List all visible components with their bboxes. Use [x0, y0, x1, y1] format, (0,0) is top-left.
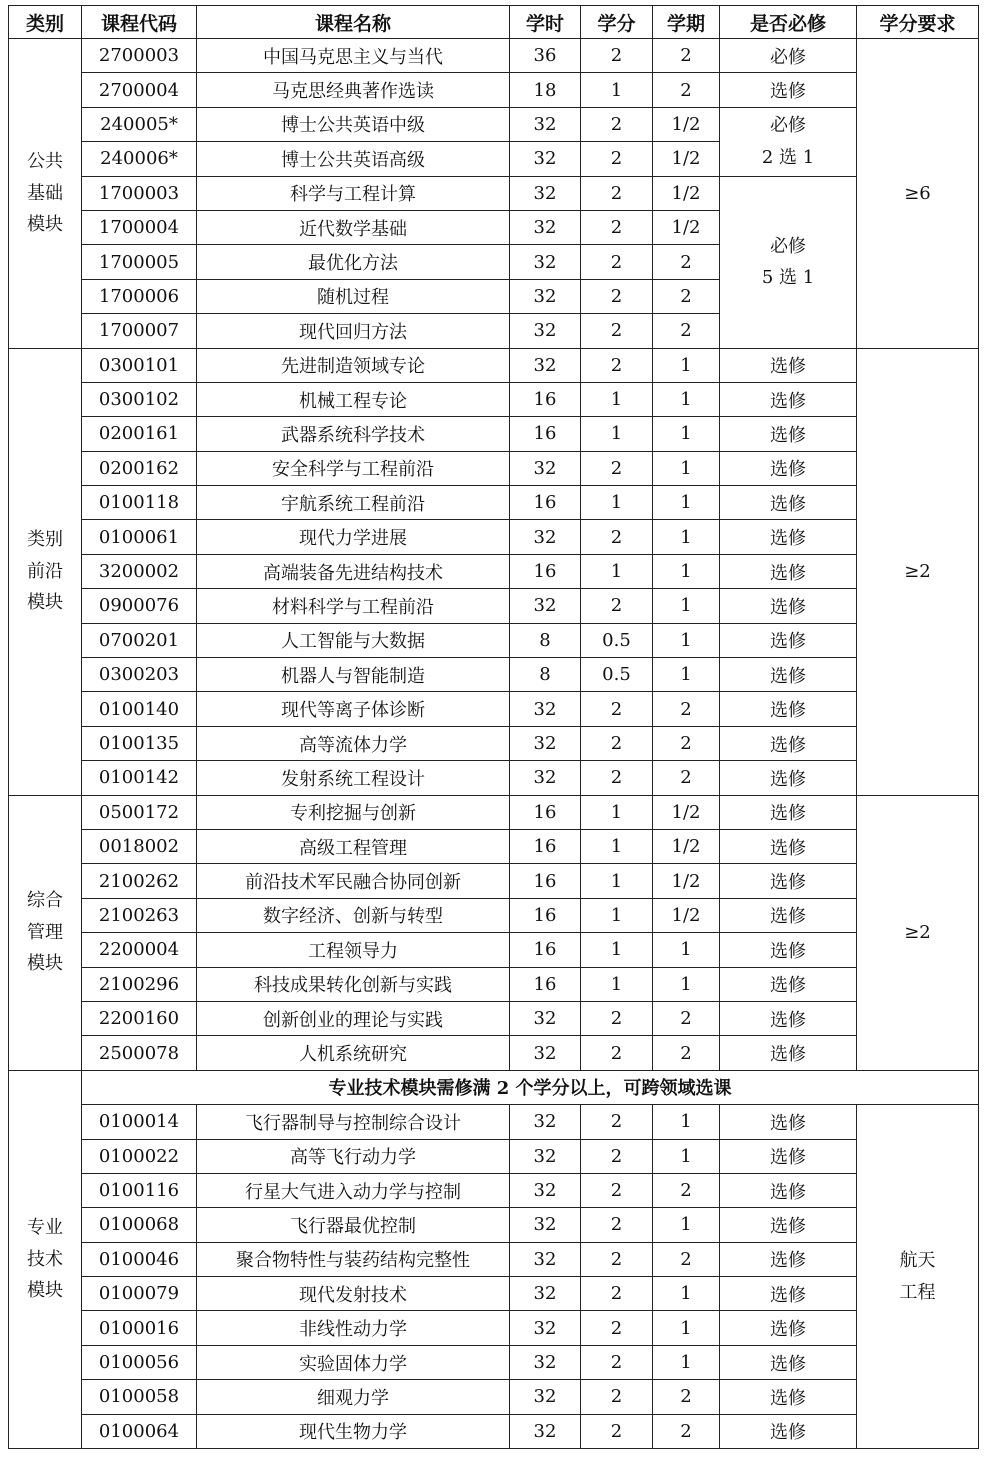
- course-credits: 0.5: [581, 658, 653, 692]
- course-credits: 1: [581, 933, 653, 967]
- course-hours: 16: [510, 554, 581, 588]
- course-term: 1/2: [653, 898, 720, 932]
- course-hours: 16: [510, 795, 581, 829]
- course-code: 0100079: [82, 1277, 197, 1311]
- course-credits: 2: [581, 1173, 653, 1207]
- table-row: [9, 1277, 979, 1311]
- table-row: [9, 623, 979, 657]
- group-frontier: [9, 348, 979, 795]
- course-hours: 32: [510, 1242, 581, 1276]
- course-credits: 2: [581, 1311, 653, 1345]
- course-term: 2: [653, 1380, 720, 1414]
- table-row: [9, 520, 979, 554]
- course-hours: 32: [510, 1311, 581, 1345]
- header-hours: 学时: [510, 6, 581, 39]
- course-name: 宇航系统工程前沿: [197, 486, 510, 520]
- course-name: 马克思经典著作选读: [197, 73, 510, 107]
- course-hours: 32: [510, 176, 581, 210]
- course-term: 1/2: [653, 829, 720, 863]
- header-credits: 学分: [581, 6, 653, 39]
- course-term: 1/2: [653, 142, 720, 176]
- course-credits: 2: [581, 1345, 653, 1379]
- table-row: [9, 417, 979, 451]
- course-hours: 32: [510, 1139, 581, 1173]
- course-code: 0100142: [82, 761, 197, 795]
- table-row: [9, 107, 979, 141]
- table-row: [9, 1139, 979, 1173]
- course-required: 必修 2 选 1: [720, 107, 857, 176]
- course-code: 3200002: [82, 554, 197, 588]
- table-row: [9, 829, 979, 863]
- course-name: 中国马克思主义与当代: [197, 39, 510, 73]
- course-code: 0500172: [82, 795, 197, 829]
- course-term: 2: [653, 1173, 720, 1207]
- course-term: 1: [653, 348, 720, 382]
- course-name: 发射系统工程设计: [197, 761, 510, 795]
- course-term: 2: [653, 692, 720, 726]
- course-name: 专利挖掘与创新: [197, 795, 510, 829]
- course-code: 0100058: [82, 1380, 197, 1414]
- table-row: [9, 1036, 979, 1070]
- course-credits: 2: [581, 210, 653, 244]
- course-required: 必修 5 选 1: [720, 176, 857, 348]
- course-term: 1: [653, 1345, 720, 1379]
- course-required: 选修: [720, 692, 857, 726]
- course-required: 选修: [720, 1036, 857, 1070]
- course-term: 1: [653, 1208, 720, 1242]
- course-name: 创新创业的理论与实践: [197, 1001, 510, 1035]
- course-code: 2200004: [82, 933, 197, 967]
- header-term: 学期: [653, 6, 720, 39]
- table-row: [9, 348, 979, 382]
- course-hours: 16: [510, 967, 581, 1001]
- table-row: [9, 967, 979, 1001]
- course-required: 选修: [720, 1242, 857, 1276]
- course-required: 选修: [720, 1139, 857, 1173]
- table-body: [9, 39, 979, 349]
- course-name: 武器系统科学技术: [197, 417, 510, 451]
- course-name: 现代发射技术: [197, 1277, 510, 1311]
- course-name: 安全科学与工程前沿: [197, 451, 510, 485]
- course-code: 0300102: [82, 382, 197, 416]
- course-hours: 32: [510, 1277, 581, 1311]
- course-term: 1/2: [653, 107, 720, 141]
- category-cell: 公共 基础 模块: [9, 39, 82, 349]
- course-table: [8, 5, 979, 1449]
- table-row: [9, 933, 979, 967]
- table-row: [9, 1105, 979, 1139]
- course-term: 1: [653, 1105, 720, 1139]
- table-row: [9, 554, 979, 588]
- course-required: 选修: [720, 589, 857, 623]
- course-code: 2700004: [82, 73, 197, 107]
- course-required: 选修: [720, 73, 857, 107]
- course-code: 0200161: [82, 417, 197, 451]
- course-term: 2: [653, 314, 720, 348]
- course-name: 博士公共英语高级: [197, 142, 510, 176]
- course-name: 现代回归方法: [197, 314, 510, 348]
- course-hours: 32: [510, 451, 581, 485]
- course-code: 240006*: [82, 142, 197, 176]
- course-required: 必修: [720, 39, 857, 73]
- course-credits: 2: [581, 520, 653, 554]
- table-row: [9, 1311, 979, 1345]
- course-code: 0100116: [82, 1173, 197, 1207]
- table-row: [9, 1345, 979, 1379]
- course-term: 1/2: [653, 210, 720, 244]
- course-hours: 32: [510, 1208, 581, 1242]
- course-credits: 2: [581, 726, 653, 760]
- course-required: 选修: [720, 1311, 857, 1345]
- course-required: 选修: [720, 554, 857, 588]
- course-code: 0100046: [82, 1242, 197, 1276]
- table-row: [9, 1414, 979, 1448]
- table-row: [9, 1001, 979, 1035]
- course-credits: 2: [581, 107, 653, 141]
- course-name: 先进制造领域专论: [197, 348, 510, 382]
- course-credits: 1: [581, 382, 653, 416]
- course-name: 高端装备先进结构技术: [197, 554, 510, 588]
- course-term: 1: [653, 451, 720, 485]
- course-hours: 32: [510, 1001, 581, 1035]
- course-hours: 32: [510, 1414, 581, 1448]
- table-row: [9, 1070, 979, 1104]
- table-row: [9, 589, 979, 623]
- course-credits: 1: [581, 486, 653, 520]
- course-credits: 2: [581, 1414, 653, 1448]
- table-header: [9, 6, 979, 39]
- course-credits: 1: [581, 554, 653, 588]
- course-code: 0100118: [82, 486, 197, 520]
- course-term: 1/2: [653, 176, 720, 210]
- course-hours: 16: [510, 864, 581, 898]
- course-credits: 2: [581, 1036, 653, 1070]
- course-code: 0100016: [82, 1311, 197, 1345]
- course-term: 1/2: [653, 795, 720, 829]
- course-name: 细观力学: [197, 1380, 510, 1414]
- course-code: 0100014: [82, 1105, 197, 1139]
- course-code: 1700007: [82, 314, 197, 348]
- course-code: 0100061: [82, 520, 197, 554]
- credit-requirement: ≥2: [857, 348, 979, 795]
- course-hours: 32: [510, 761, 581, 795]
- course-credits: 2: [581, 245, 653, 279]
- course-code: 0100056: [82, 1345, 197, 1379]
- category-cell: 综合 管理 模块: [9, 795, 82, 1070]
- course-credits: 0.5: [581, 623, 653, 657]
- course-name: 人工智能与大数据: [197, 623, 510, 657]
- course-term: 1: [653, 1139, 720, 1173]
- course-name: 最优化方法: [197, 245, 510, 279]
- course-code: 2100263: [82, 898, 197, 932]
- table-row: [9, 864, 979, 898]
- course-credits: 1: [581, 898, 653, 932]
- course-required: 选修: [720, 623, 857, 657]
- course-term: 2: [653, 1036, 720, 1070]
- course-name: 实验固体力学: [197, 1345, 510, 1379]
- course-credits: 2: [581, 692, 653, 726]
- course-credits: 1: [581, 864, 653, 898]
- course-hours: 32: [510, 245, 581, 279]
- group-note: 专业技术模块需修满 2 个学分以上，可跨领域选课: [82, 1070, 979, 1104]
- course-name: 数字经济、创新与转型: [197, 898, 510, 932]
- course-code: 0100064: [82, 1414, 197, 1448]
- course-credits: 2: [581, 1208, 653, 1242]
- course-hours: 32: [510, 279, 581, 313]
- course-credits: 1: [581, 795, 653, 829]
- category-cell: 专业 技术 模块: [9, 1070, 82, 1448]
- course-term: 1: [653, 1311, 720, 1345]
- group-professional: [9, 1070, 979, 1448]
- course-term: 1: [653, 417, 720, 451]
- course-code: 0100140: [82, 692, 197, 726]
- course-code: 2100262: [82, 864, 197, 898]
- course-name: 聚合物特性与装药结构完整性: [197, 1242, 510, 1276]
- table-row: [9, 39, 979, 73]
- course-term: 1: [653, 967, 720, 1001]
- table-row: [9, 795, 979, 829]
- course-term: 2: [653, 245, 720, 279]
- course-hours: 32: [510, 692, 581, 726]
- course-hours: 32: [510, 1380, 581, 1414]
- course-term: 1: [653, 933, 720, 967]
- course-hours: 32: [510, 520, 581, 554]
- course-code: 0100068: [82, 1208, 197, 1242]
- course-required: 选修: [720, 1105, 857, 1139]
- course-name: 材料科学与工程前沿: [197, 589, 510, 623]
- course-term: 1: [653, 554, 720, 588]
- course-name: 前沿技术军民融合协同创新: [197, 864, 510, 898]
- course-credits: 1: [581, 967, 653, 1001]
- table-row: [9, 1173, 979, 1207]
- course-credits: 1: [581, 73, 653, 107]
- course-credits: 2: [581, 314, 653, 348]
- table-row: [9, 1208, 979, 1242]
- course-term: 1: [653, 1277, 720, 1311]
- course-term: 1/2: [653, 864, 720, 898]
- header-credit-requirement: 学分要求: [857, 6, 979, 39]
- course-required: 选修: [720, 829, 857, 863]
- course-credits: 2: [581, 761, 653, 795]
- category-cell: 类别 前沿 模块: [9, 348, 82, 795]
- table-row: [9, 382, 979, 416]
- table-row: [9, 1242, 979, 1276]
- course-required: 选修: [720, 658, 857, 692]
- course-term: 2: [653, 726, 720, 760]
- course-name: 人机系统研究: [197, 1036, 510, 1070]
- course-hours: 32: [510, 314, 581, 348]
- course-hours: 32: [510, 1173, 581, 1207]
- course-required: 选修: [720, 1277, 857, 1311]
- course-hours: 32: [510, 142, 581, 176]
- course-credits: 2: [581, 1242, 653, 1276]
- course-required: 选修: [720, 451, 857, 485]
- credit-requirement: ≥2: [857, 795, 979, 1070]
- course-credits: 2: [581, 1001, 653, 1035]
- course-name: 随机过程: [197, 279, 510, 313]
- table-row: [9, 1380, 979, 1414]
- credit-requirement: 航天 工程: [857, 1105, 979, 1449]
- course-required: 选修: [720, 348, 857, 382]
- course-code: 1700005: [82, 245, 197, 279]
- course-hours: 32: [510, 348, 581, 382]
- course-term: 2: [653, 39, 720, 73]
- course-term: 1: [653, 382, 720, 416]
- course-name: 高等飞行动力学: [197, 1139, 510, 1173]
- course-term: 2: [653, 279, 720, 313]
- course-required: 选修: [720, 1380, 857, 1414]
- course-credits: 2: [581, 142, 653, 176]
- course-code: 0300203: [82, 658, 197, 692]
- course-credits: 1: [581, 417, 653, 451]
- course-name: 高等流体力学: [197, 726, 510, 760]
- course-hours: 32: [510, 1036, 581, 1070]
- course-code: 1700003: [82, 176, 197, 210]
- course-code: 2500078: [82, 1036, 197, 1070]
- course-term: 2: [653, 761, 720, 795]
- course-hours: 18: [510, 73, 581, 107]
- course-hours: 16: [510, 486, 581, 520]
- course-term: 1: [653, 658, 720, 692]
- course-required: 选修: [720, 726, 857, 760]
- course-code: 0300101: [82, 348, 197, 382]
- course-name: 工程领导力: [197, 933, 510, 967]
- course-hours: 32: [510, 210, 581, 244]
- course-required: 选修: [720, 1001, 857, 1035]
- course-required: 选修: [720, 967, 857, 1001]
- course-hours: 16: [510, 933, 581, 967]
- course-credits: 2: [581, 348, 653, 382]
- group-management: [9, 795, 979, 1070]
- course-hours: 16: [510, 898, 581, 932]
- table-row: [9, 726, 979, 760]
- credit-requirement: ≥6: [857, 39, 979, 349]
- course-credits: 2: [581, 279, 653, 313]
- course-credits: 2: [581, 1380, 653, 1414]
- course-name: 机器人与智能制造: [197, 658, 510, 692]
- table-row: [9, 692, 979, 726]
- course-term: 2: [653, 1414, 720, 1448]
- course-hours: 32: [510, 589, 581, 623]
- table-row: [9, 451, 979, 485]
- course-required: 选修: [720, 382, 857, 416]
- course-code: 0100022: [82, 1139, 197, 1173]
- course-code: 0100135: [82, 726, 197, 760]
- course-credits: 2: [581, 451, 653, 485]
- course-term: 2: [653, 1001, 720, 1035]
- course-name: 博士公共英语中级: [197, 107, 510, 141]
- course-hours: 8: [510, 658, 581, 692]
- course-name: 飞行器最优控制: [197, 1208, 510, 1242]
- course-required: 选修: [720, 486, 857, 520]
- table-row: [9, 898, 979, 932]
- course-code: 2100296: [82, 967, 197, 1001]
- course-name: 现代等离子体诊断: [197, 692, 510, 726]
- course-credits: 2: [581, 1277, 653, 1311]
- table-row: [9, 176, 979, 210]
- course-credits: 2: [581, 1139, 653, 1173]
- course-hours: 16: [510, 382, 581, 416]
- course-required: 选修: [720, 1345, 857, 1379]
- course-hours: 32: [510, 1105, 581, 1139]
- course-code: 0700201: [82, 623, 197, 657]
- course-code: 0018002: [82, 829, 197, 863]
- course-code: 2200160: [82, 1001, 197, 1035]
- course-name: 近代数学基础: [197, 210, 510, 244]
- course-code: 2700003: [82, 39, 197, 73]
- header-category: 类别: [9, 6, 82, 39]
- course-required: 选修: [720, 1208, 857, 1242]
- table-row: [9, 73, 979, 107]
- course-code: 0900076: [82, 589, 197, 623]
- course-credits: 2: [581, 1105, 653, 1139]
- course-required: 选修: [720, 417, 857, 451]
- course-name: 高级工程管理: [197, 829, 510, 863]
- course-code: 240005*: [82, 107, 197, 141]
- course-hours: 32: [510, 107, 581, 141]
- course-required: 选修: [720, 1414, 857, 1448]
- course-required: 选修: [720, 520, 857, 554]
- course-term: 1: [653, 623, 720, 657]
- table-row: [9, 658, 979, 692]
- table-row: [9, 486, 979, 520]
- course-hours: 16: [510, 829, 581, 863]
- course-term: 2: [653, 73, 720, 107]
- course-hours: 16: [510, 417, 581, 451]
- course-name: 行星大气进入动力学与控制: [197, 1173, 510, 1207]
- course-required: 选修: [720, 795, 857, 829]
- course-term: 1: [653, 520, 720, 554]
- course-credits: 2: [581, 176, 653, 210]
- course-hours: 8: [510, 623, 581, 657]
- table-row: [9, 761, 979, 795]
- header-required: 是否必修: [720, 6, 857, 39]
- course-name: 现代力学进展: [197, 520, 510, 554]
- course-code: 0200162: [82, 451, 197, 485]
- course-code: 1700006: [82, 279, 197, 313]
- course-name: 非线性动力学: [197, 1311, 510, 1345]
- course-credits: 2: [581, 589, 653, 623]
- course-name: 科学与工程计算: [197, 176, 510, 210]
- course-name: 科技成果转化创新与实践: [197, 967, 510, 1001]
- course-required: 选修: [720, 761, 857, 795]
- course-name: 飞行器制导与控制综合设计: [197, 1105, 510, 1139]
- course-hours: 36: [510, 39, 581, 73]
- course-code: 1700004: [82, 210, 197, 244]
- course-term: 1: [653, 486, 720, 520]
- header-course-code: 课程代码: [82, 6, 197, 39]
- course-required: 选修: [720, 864, 857, 898]
- header-course-name: 课程名称: [197, 6, 510, 39]
- course-term: 2: [653, 1242, 720, 1276]
- course-name: 机械工程专论: [197, 382, 510, 416]
- course-hours: 32: [510, 1345, 581, 1379]
- course-credits: 1: [581, 829, 653, 863]
- course-term: 1: [653, 589, 720, 623]
- course-required: 选修: [720, 1173, 857, 1207]
- course-name: 现代生物力学: [197, 1414, 510, 1448]
- course-credits: 2: [581, 39, 653, 73]
- course-required: 选修: [720, 898, 857, 932]
- course-required: 选修: [720, 933, 857, 967]
- course-hours: 32: [510, 726, 581, 760]
